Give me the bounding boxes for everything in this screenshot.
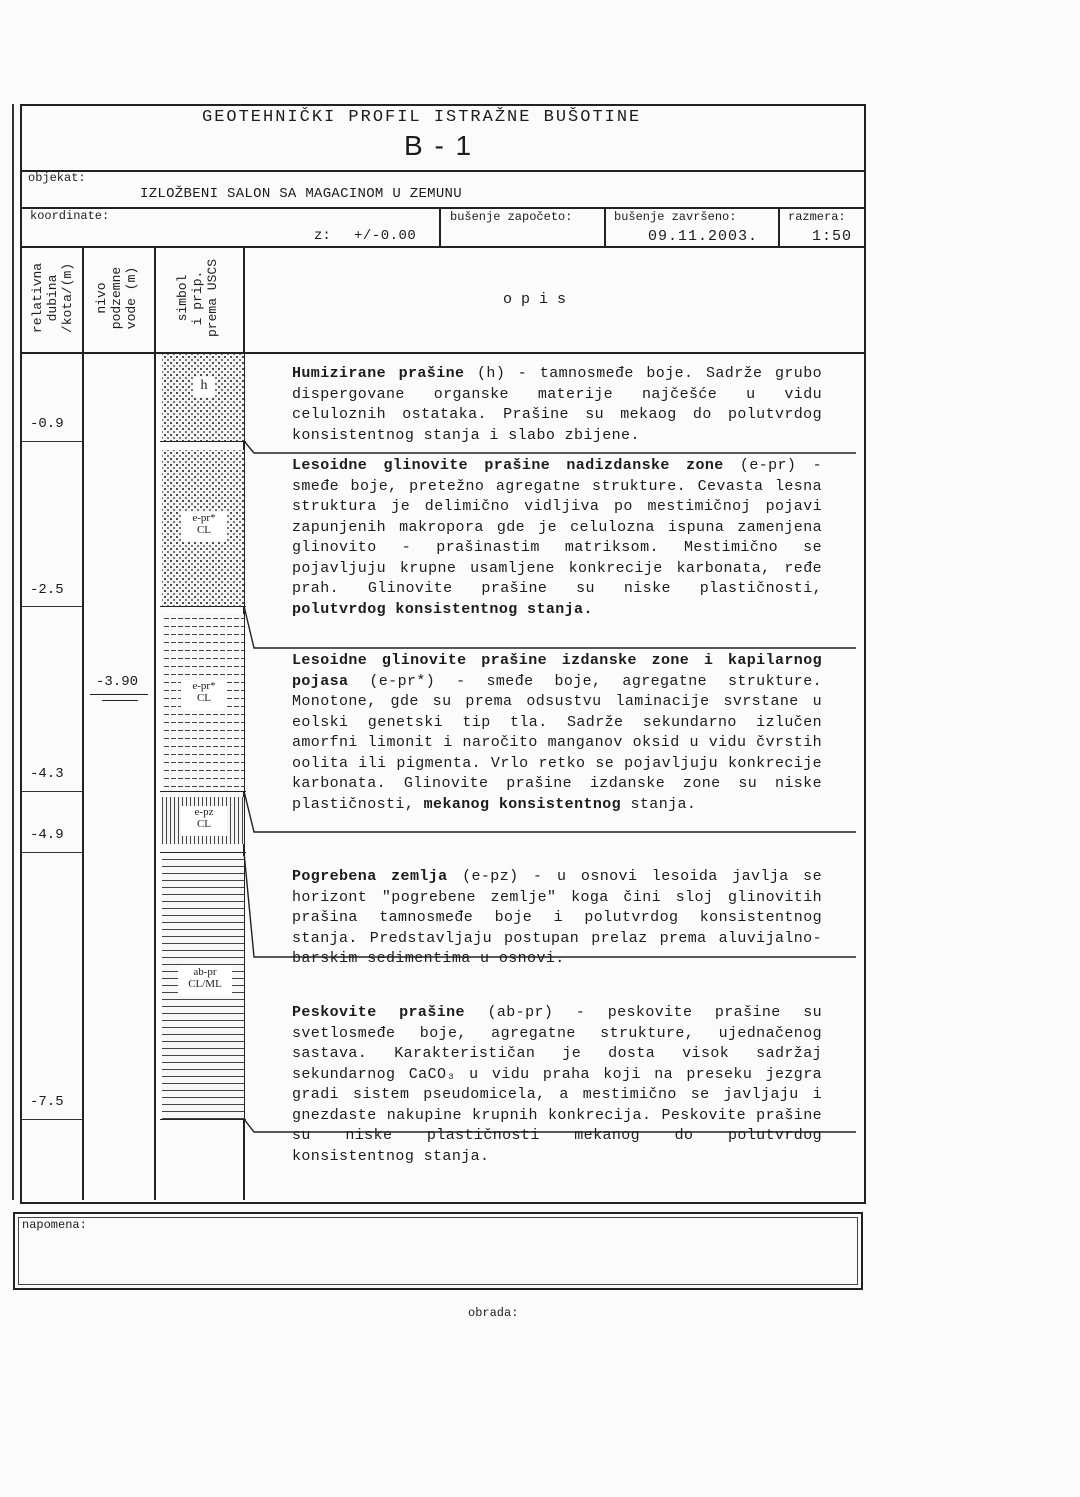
objekat-label: objekat: xyxy=(28,171,86,185)
document-title: GEOTEHNIČKI PROFIL ISTRAŽNE BUŠOTINE xyxy=(202,108,642,127)
layer-description: Lesoidne glinovite prašine nadizdanske zone (e-pr) - smeđe boje, pretežno agregatne strukture. Cevasta lesna struktura je delimično vidljiva po mestimičnoj pojavi zapunjenih makropora gde je celulozna ispuna zamenjena glinovito - prašinastim matriksom. Mestimično se pojavljuju krupne usamljene konkrecije karbonata, ređe prah. Glinovite prašine su niske plastičnosti, polutvrdog konsistentnog stanja. xyxy=(292,457,822,618)
depth-tick xyxy=(22,1119,82,1120)
col-header-symbol: simbol i prip. prema USCS xyxy=(175,259,220,338)
z-label: z: xyxy=(314,228,331,244)
objekat-value: IZLOŽBENI SALON SA MAGACINOM U ZEMUNU xyxy=(140,186,462,202)
layer-description: Lesoidne glinovite prašine izdanske zone i kapilarnog pojasa (e-pr*) - smeđe boje, agregatne strukture. Monotone, gde su prema odsustvu laminacije svrstane u eolski genetski tip tla. Sadrže sekundarno izlučen amorfni limonit i naročito manganov oksid u vidu čvrstih oolita ili pigmenta. Vrlo retko se pojavljuju konkrecije karbonata. Glinovite prašine izdanske zone su niske plastičnosti, mekanog konsistentnog stanja. xyxy=(292,652,822,813)
col-header-water: nivo podzemne vode (m) xyxy=(94,266,139,330)
divider-info xyxy=(20,246,864,248)
layer-boundary xyxy=(160,441,246,442)
end-value: 09.11.2003. xyxy=(648,228,759,245)
water-level: -3.90 xyxy=(96,674,139,690)
depth-tick xyxy=(22,441,82,442)
depth-tick xyxy=(22,606,82,607)
divider-v3 xyxy=(778,207,780,247)
depth-marker: -7.5 xyxy=(30,1094,64,1110)
depth-marker: -4.9 xyxy=(30,827,64,843)
soil-pattern-h xyxy=(162,354,244,441)
layer-boundary xyxy=(160,606,246,607)
depth-tick xyxy=(22,791,82,792)
napomena-inner xyxy=(18,1217,858,1285)
end-label: bušenje završeno: xyxy=(614,210,737,224)
bore-id: B - 1 xyxy=(404,130,474,161)
divider-title xyxy=(20,170,864,172)
z-value: +/-0.00 xyxy=(354,228,417,244)
symbol-label: e-pr* CL xyxy=(181,512,227,542)
water-level-line-short xyxy=(102,700,138,701)
layer-boundary xyxy=(160,1119,246,1120)
start-label: bušenje započeto: xyxy=(450,210,573,224)
layer-description: Humizirane prašine (h) - tamnosmeđe boje. Sadrže grubo dispergovane organske materije najčešće u vidu celuloznih ostataka. Prašine su mekaog do polutvrdog konsistentnog stanja i slabo zbijene. xyxy=(292,365,822,444)
depth-tick xyxy=(22,852,82,853)
symbol-label: ab-pr CL/ML xyxy=(178,966,232,996)
layer-description: Peskovite prašine (ab-pr) - peskovite prašine su svetlosmeđe boje, agregatne strukture, ujednačenog sastava. Karakterističan je dosta visok sadržaj sekundarnog CaCO₃ u vidu praha koji na preseku jezgra gradi sistem pseudomicela, a mestimično se javljaju i gnezdaste nakupine krupnih konkrecija. Peskovite prašine su niske plastičnosti mekanog do polutvrdog konsistentnog stanja. xyxy=(292,1004,822,1165)
water-level-line xyxy=(90,694,148,695)
divider-v1 xyxy=(439,207,441,247)
napomena-label: napomena: xyxy=(22,1218,87,1232)
divider-objekat xyxy=(20,207,864,209)
symbol-label: e-pr* CL xyxy=(181,680,227,710)
scale-label: razmera: xyxy=(788,210,846,224)
divider-v2 xyxy=(604,207,606,247)
depth-marker: -2.5 xyxy=(30,582,64,598)
layer-boundary xyxy=(160,791,246,792)
koordinate-label: koordinate: xyxy=(30,209,110,223)
layer-description: Pogrebena zemlja (e-pz) - u osnovi lesoida javlja se horizont "pogrebene zemlje" koga čini sloj glinovitih prašina tamnosmeđe boje i polutvrdog konsistentnog stanja. Predstavljaju postupan prelaz prema aluvijalno-barskim sedimentima u osnovi. xyxy=(292,868,822,967)
col-header-description: o p i s xyxy=(503,291,567,308)
symbol-label: e-pz CL xyxy=(181,806,227,836)
depth-marker: -0.9 xyxy=(30,416,64,432)
obrada-label: obrada: xyxy=(468,1306,519,1320)
symbol-label: h xyxy=(193,377,215,397)
layer-boundary xyxy=(160,852,246,853)
col-header-depth: relativna dubina /kota/(m) xyxy=(30,262,75,334)
depth-marker: -4.3 xyxy=(30,766,64,782)
col-line-water xyxy=(154,246,156,1200)
scale-value: 1:50 xyxy=(812,228,853,245)
col-line-depth xyxy=(82,246,84,1200)
